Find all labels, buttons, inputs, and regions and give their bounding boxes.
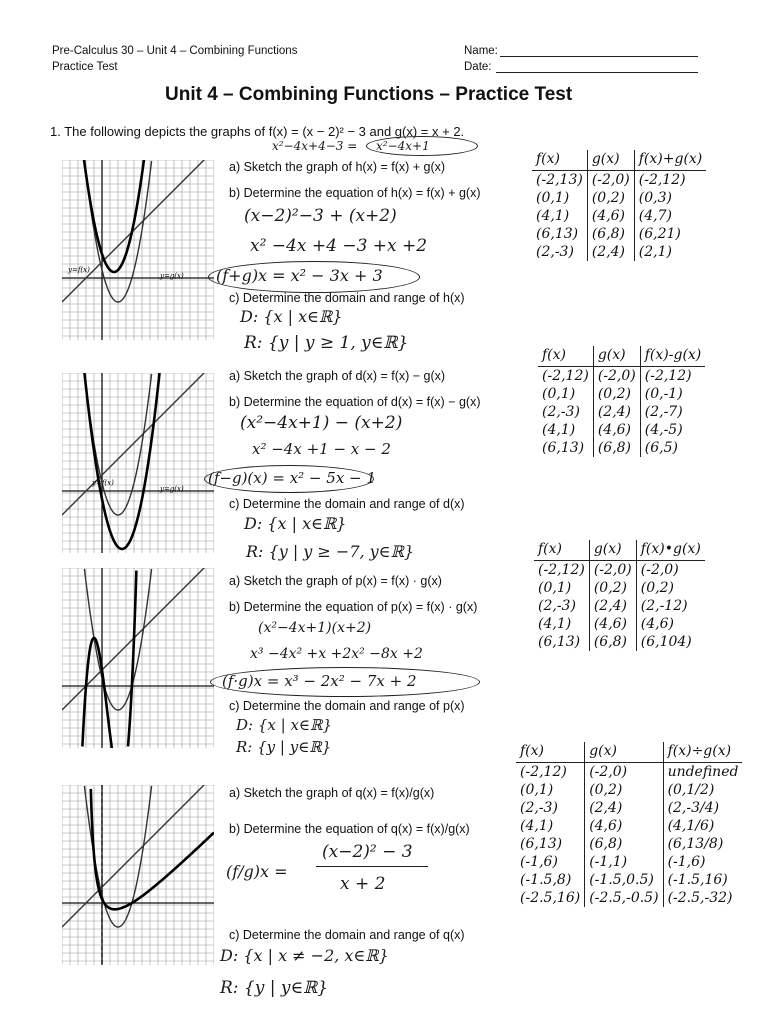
table-cell: (0,1) — [542, 386, 576, 402]
table-cell: (2,-3) — [542, 404, 580, 420]
table-cell: (6,5) — [640, 439, 705, 457]
table-cell: (4,-5) — [640, 421, 705, 439]
graph-2 — [62, 373, 214, 553]
table-cell: (-2,12) — [538, 562, 585, 578]
table-row — [532, 225, 706, 243]
table-cell: (4,6) — [593, 421, 640, 439]
table-row — [532, 243, 706, 261]
s4-part-a: a) Sketch the graph of q(x) = f(x)/g(x) — [229, 786, 435, 800]
s1-work-1: (x−2)²−3 + (x+2) — [244, 206, 397, 226]
graph-1 — [62, 160, 214, 340]
table-row — [532, 171, 706, 190]
table-header-row — [534, 540, 705, 561]
test-label: Practice Test — [52, 61, 118, 73]
s3-part-b: b) Determine the equation of p(x) = f(x) · g(x) — [229, 600, 478, 614]
expand-note: x²−4x+4−3 = — [272, 139, 358, 153]
table-cell: (2,4) — [587, 243, 634, 261]
table-cell: (-1.5,16) — [663, 871, 742, 889]
header-cell: g(x) — [589, 540, 636, 561]
table — [538, 346, 705, 457]
s4-range: R: {y | y∈ℝ} — [220, 978, 329, 998]
table-cell: (2,-3) — [538, 598, 576, 614]
s4-frac-den: x + 2 — [340, 874, 386, 894]
header-cell: f(x)+g(x) — [634, 150, 706, 171]
table-body — [532, 171, 706, 262]
s4-frac-bar — [316, 866, 428, 867]
table-cell: (0,2) — [589, 579, 636, 597]
table-cell: (-2.5,16) — [520, 890, 581, 906]
s1-part-c: c) Determine the domain and range of h(x) — [229, 291, 465, 305]
s1-range: R: {y | y ≥ 1, y∈ℝ} — [244, 333, 409, 353]
table-cell: (4,1/6) — [663, 817, 742, 835]
table-cell: (-2.5,-32) — [663, 889, 742, 907]
table-cell: (2,4) — [585, 799, 663, 817]
g-label: y=g(x) — [160, 272, 184, 280]
header-cell: f(x) — [534, 540, 589, 561]
table-cell: (6,8) — [593, 439, 640, 457]
table — [534, 540, 705, 651]
date-line[interactable] — [496, 72, 698, 73]
table-cell: (-2,12) — [542, 368, 589, 384]
table-cell: (-2,13) — [536, 172, 583, 188]
header-cell: f(x)÷g(x) — [663, 742, 742, 763]
s2-domain: D: {x | x∈ℝ} — [244, 514, 347, 533]
s1-part-a: a) Sketch the graph of h(x) = f(x) + g(x) — [229, 160, 446, 174]
value-table-1 — [532, 150, 706, 261]
table-cell: (0,2) — [636, 579, 705, 597]
question-prompt: 1. The following depicts the graphs of f(x) = (x − 2)² − 3 and g(x) = x + 2. — [50, 124, 465, 139]
table-cell: (6,13) — [536, 226, 579, 242]
table-row — [534, 579, 705, 597]
table-cell: (4,1) — [538, 616, 572, 632]
table-cell: (2,1) — [634, 243, 706, 261]
table-cell: (6,8) — [585, 835, 663, 853]
table-cell: (2,-3) — [520, 800, 558, 816]
s4-domain: D: {x | x ≠ −2, x∈ℝ} — [220, 946, 389, 965]
table-row — [534, 615, 705, 633]
table-cell: (6,8) — [587, 225, 634, 243]
table-cell: (-2,0) — [593, 367, 640, 386]
table-cell: (-2,12) — [520, 764, 567, 780]
table-cell: (-1.5,0.5) — [585, 871, 663, 889]
f-label: y=f(x) — [68, 266, 90, 274]
table-row — [538, 439, 705, 457]
table-cell: (2,-3/4) — [663, 799, 742, 817]
s3-work-2: x³ −4x² +x +2x² −8x +2 — [250, 646, 423, 662]
table-row — [516, 889, 742, 907]
g-label: y=g(x) — [160, 485, 184, 493]
table-row — [534, 561, 705, 580]
date-label: Date: — [464, 61, 492, 73]
table-cell: (2,4) — [589, 597, 636, 615]
table-cell: (0,2) — [593, 385, 640, 403]
table-row — [516, 781, 742, 799]
table-row — [516, 835, 742, 853]
p-curve — [82, 571, 136, 748]
table-cell: (-2,12) — [640, 367, 705, 386]
table-cell: (-1.5,8) — [520, 872, 572, 888]
table-row — [534, 597, 705, 615]
s3-part-a: a) Sketch the graph of p(x) = f(x) · g(x) — [229, 574, 442, 588]
table-cell: (-2,0) — [585, 763, 663, 782]
table-row — [538, 403, 705, 421]
table-cell: (4,6) — [589, 615, 636, 633]
s1-work-2: x² −4x +4 −3 +x +2 — [250, 236, 428, 256]
table-cell: (0,1/2) — [663, 781, 742, 799]
table-cell: (0,3) — [634, 189, 706, 207]
table-cell: (2,4) — [593, 403, 640, 421]
s1-domain: D: {x | x∈ℝ} — [240, 307, 343, 326]
s2-work-2: x² −4x +1 − x − 2 — [252, 440, 391, 458]
table-cell: (0,-1) — [640, 385, 705, 403]
table-cell: (0,2) — [585, 781, 663, 799]
s2-part-b: b) Determine the equation of d(x) = f(x) − g(x) — [229, 395, 481, 409]
table-cell: (-2,0) — [589, 561, 636, 580]
table-cell: (4,1) — [536, 208, 570, 224]
graph-4 — [62, 785, 214, 965]
table-row — [516, 799, 742, 817]
table-row — [516, 853, 742, 871]
header-cell: g(x) — [585, 742, 663, 763]
s3-work-1: (x²−4x+1)(x+2) — [258, 620, 372, 636]
table-cell: (-2,12) — [634, 171, 706, 190]
table-cell: (2,-3) — [536, 244, 574, 260]
s3-answer: (f·g)x = x³ − 2x² − 7x + 2 — [222, 672, 417, 690]
table-cell: (6,8) — [589, 633, 636, 651]
table-body — [516, 763, 742, 908]
s2-range: R: {y | y ≥ −7, y∈ℝ} — [246, 542, 415, 561]
s4-part-b: b) Determine the equation of q(x) = f(x)/g(x) — [229, 822, 470, 836]
table-cell: (6,21) — [634, 225, 706, 243]
expand-result: x²−4x+1 — [376, 139, 430, 153]
table-cell: (-1,6) — [520, 854, 558, 870]
table-cell: (4,6) — [587, 207, 634, 225]
value-table-3 — [534, 540, 705, 651]
table — [516, 742, 742, 907]
f-label: y=f(x) — [92, 479, 114, 487]
s4-part-c: c) Determine the domain and range of q(x) — [229, 928, 465, 942]
s2-answer: (f−g)(x) = x² − 5x − 1 — [208, 469, 376, 487]
table-cell: (0,2) — [587, 189, 634, 207]
table-body — [538, 367, 705, 458]
value-table-4 — [516, 742, 742, 907]
table-cell: (4,7) — [634, 207, 706, 225]
table-cell: (4,6) — [636, 615, 705, 633]
table-row — [538, 367, 705, 386]
s2-work-1: (x²−4x+1) − (x+2) — [240, 413, 403, 433]
table-cell: (6,13/8) — [663, 835, 742, 853]
graph-3 — [62, 568, 214, 748]
table-cell: (-1,6) — [663, 853, 742, 871]
table-cell: (-2,0) — [587, 171, 634, 190]
table-cell: (0,1) — [520, 782, 554, 798]
table-cell: (0,1) — [536, 190, 570, 206]
name-line[interactable] — [500, 56, 698, 57]
table-row — [516, 763, 742, 782]
s4-frac-lhs: (f/g)x = — [226, 862, 288, 881]
table-cell: (6,13) — [538, 634, 581, 650]
header-cell: f(x) — [538, 346, 593, 367]
table-cell: (4,1) — [542, 422, 576, 438]
course-title: Pre-Calculus 30 – Unit 4 – Combining Functions — [52, 45, 298, 57]
s1-answer: (f+g)x = x² − 3x + 3 — [216, 266, 383, 285]
value-table-2 — [538, 346, 705, 457]
table-row — [534, 633, 705, 651]
table-cell: (6,104) — [636, 633, 705, 651]
table-cell: (6,13) — [542, 440, 585, 456]
s3-range: R: {y | y∈ℝ} — [236, 738, 332, 756]
s2-part-c: c) Determine the domain and range of d(x) — [229, 497, 465, 511]
table-cell: (2,-12) — [636, 597, 705, 615]
table-cell: undefined — [663, 763, 742, 782]
table-cell: (0,1) — [538, 580, 572, 596]
name-label: Name: — [464, 45, 498, 57]
s4-frac-num: (x−2)² − 3 — [322, 842, 413, 862]
table-row — [538, 421, 705, 439]
table-cell: (6,13) — [520, 836, 563, 852]
table — [532, 150, 706, 261]
table-row — [538, 385, 705, 403]
s3-part-c: c) Determine the domain and range of p(x) — [229, 699, 465, 713]
header-cell: g(x) — [593, 346, 640, 367]
table-row — [532, 207, 706, 225]
table-cell: (4,6) — [585, 817, 663, 835]
s1-part-b: b) Determine the equation of h(x) = f(x) + g(x) — [229, 186, 481, 200]
page-title: Unit 4 – Combining Functions – Practice Test — [165, 84, 573, 105]
header-cell: f(x)•g(x) — [636, 540, 705, 561]
table-header-row — [538, 346, 705, 367]
header-cell: f(x) — [516, 742, 585, 763]
table-row — [516, 817, 742, 835]
table-body — [534, 561, 705, 652]
table-row — [532, 189, 706, 207]
table-header-row — [516, 742, 742, 763]
s2-part-a: a) Sketch the graph of d(x) = f(x) − g(x) — [229, 369, 446, 383]
s3-domain: D: {x | x∈ℝ} — [236, 716, 333, 734]
table-cell: (4,1) — [520, 818, 554, 834]
table-cell: (2,-7) — [640, 403, 705, 421]
table-cell: (-2,0) — [636, 561, 705, 580]
table-cell: (-1,1) — [585, 853, 663, 871]
header-cell: f(x)-g(x) — [640, 346, 705, 367]
table-header-row — [532, 150, 706, 171]
table-row — [516, 871, 742, 889]
header-cell: g(x) — [587, 150, 634, 171]
table-cell: (-2.5,-0.5) — [585, 889, 663, 907]
header-cell: f(x) — [532, 150, 587, 171]
